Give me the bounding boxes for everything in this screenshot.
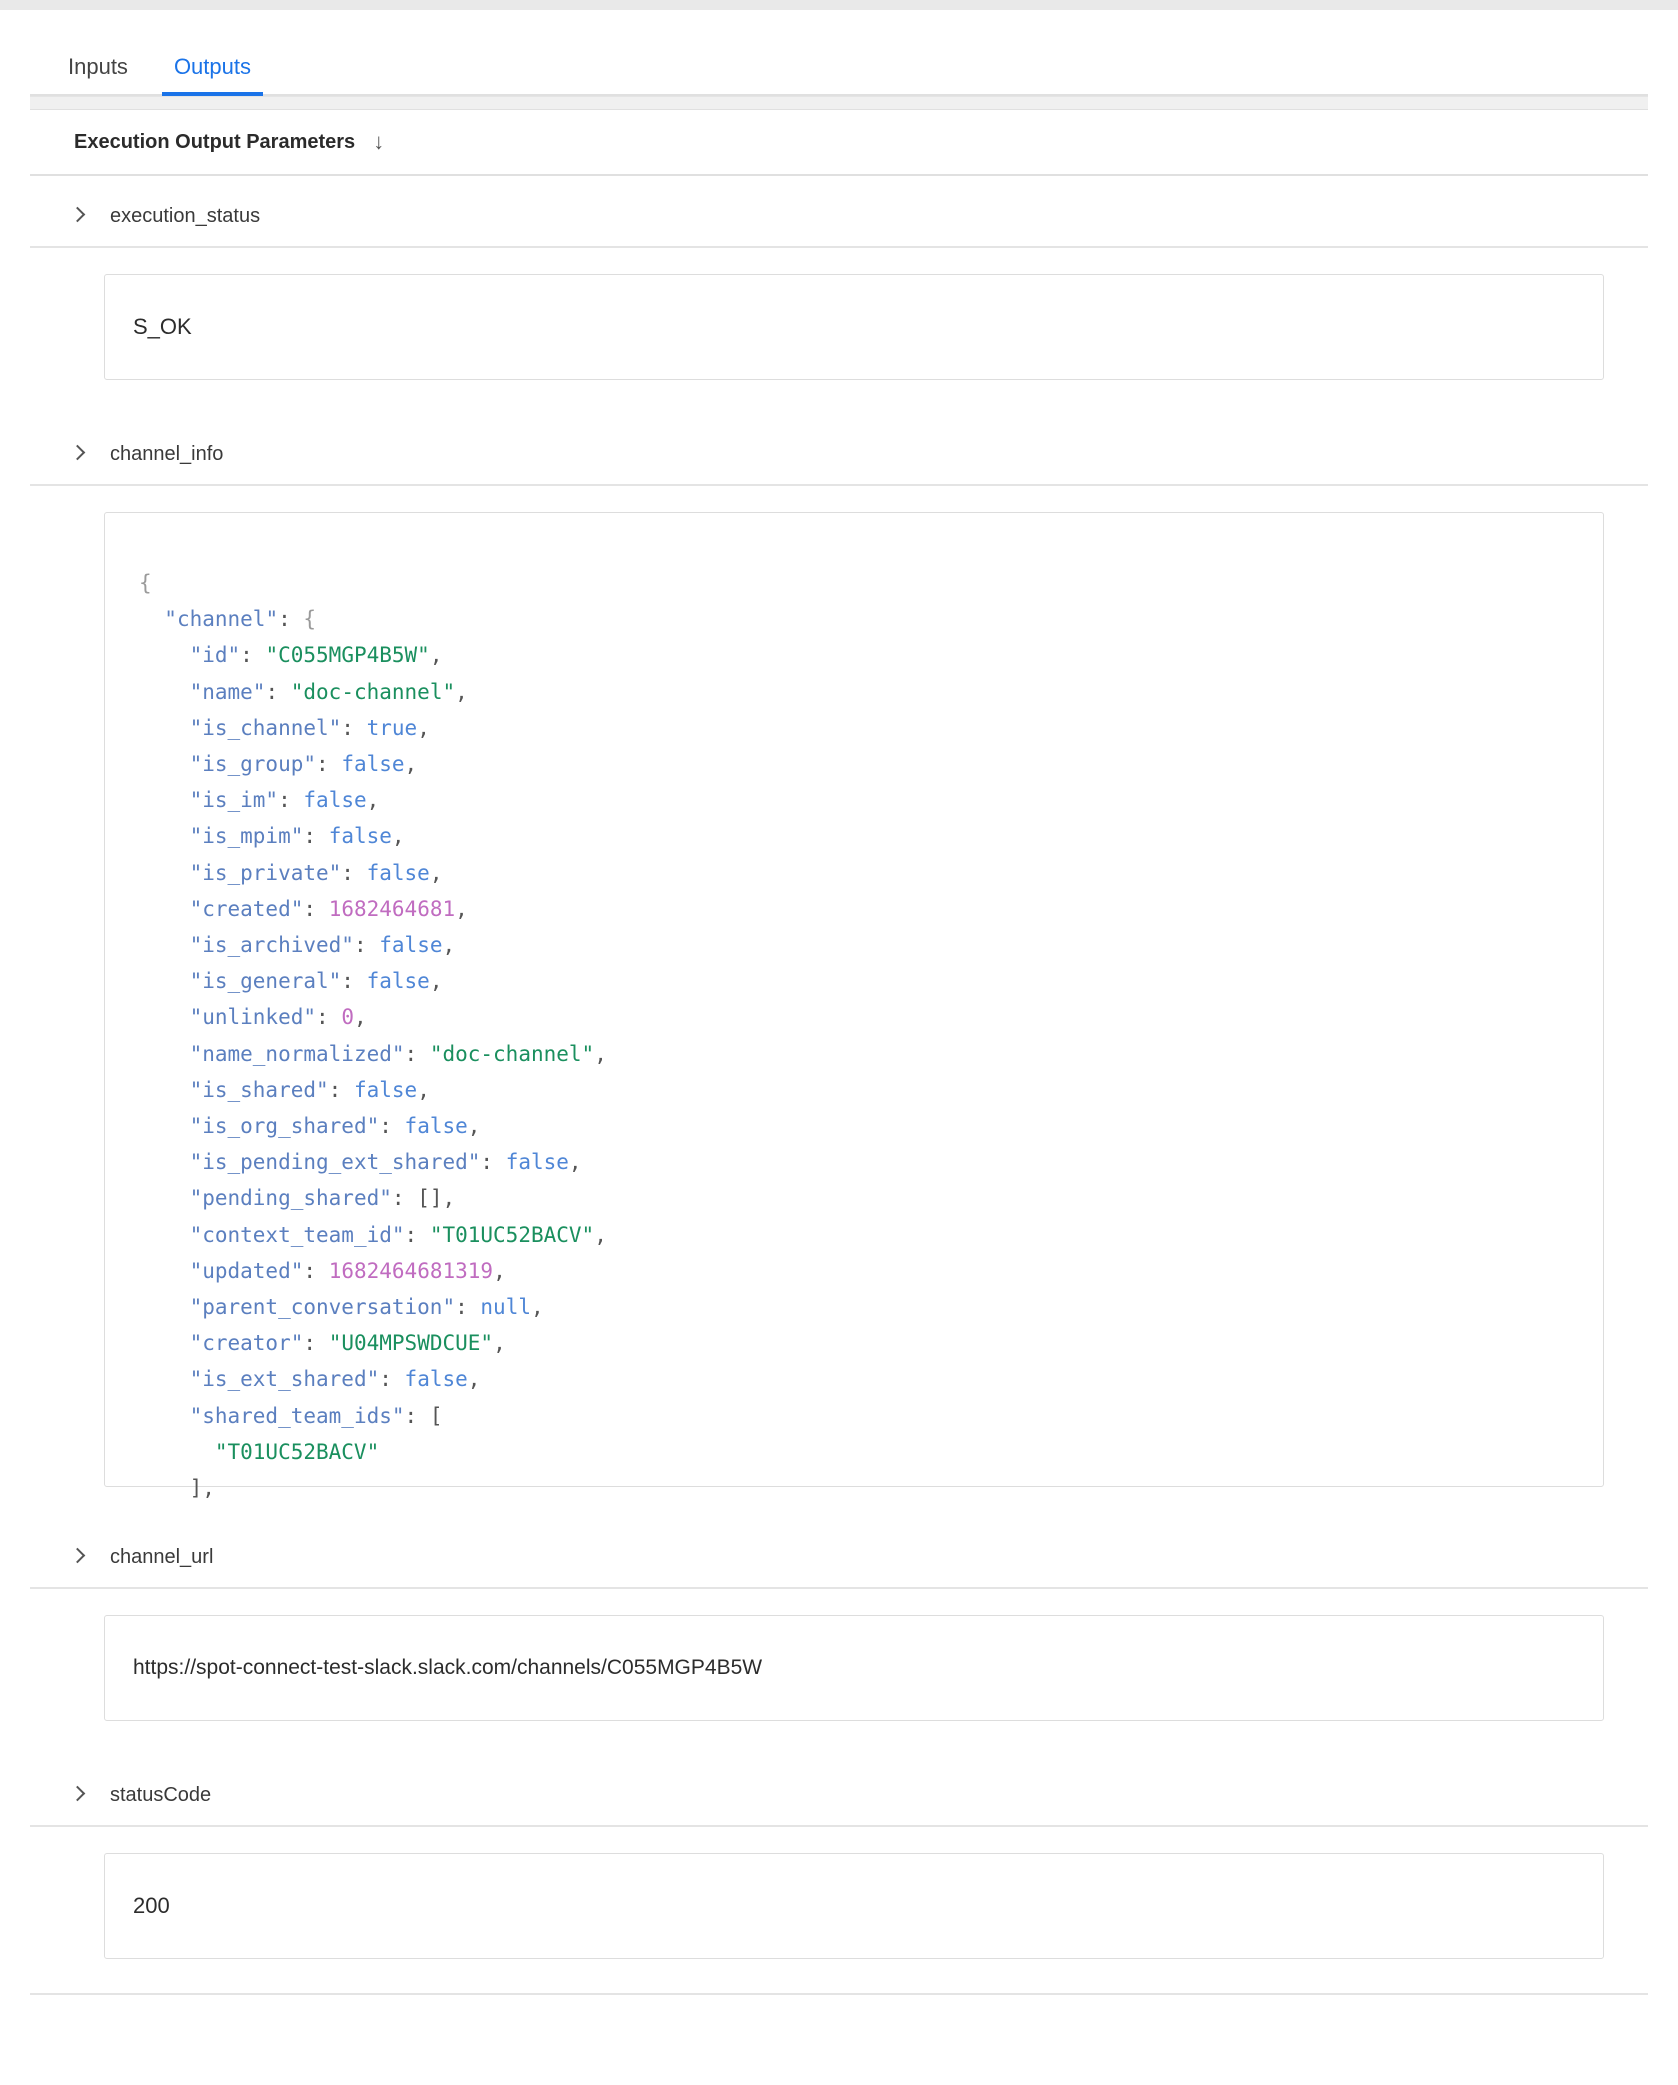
param-row-status-code[interactable]	[30, 1765, 1648, 1827]
outputs-page	[0, 10, 1678, 2085]
param-row-channel-info[interactable]	[30, 424, 1648, 486]
value-channel-url	[104, 1615, 1604, 1721]
bottom-spacer	[30, 1995, 1648, 2085]
chevron-right-icon[interactable]	[68, 206, 88, 226]
chevron-right-icon[interactable]	[68, 1785, 88, 1805]
json-code-block: { "channel": { "id": "C055MGP4B5W", "name": "doc-channel", "is_channel": true, "is_group": false, "is_im": false, "is_mpim": false, "is_private": false, "created": 1682464681, "is_archived": false, "is_general": false, "unlinked": 0, "name_normalized": "doc-channel", "is_shared": false, "is_org_shared": false, "is_pending_ext_shared": false, "pending_shared": [], "context_team_id": "T01UC52BACV", "updated": 1682464681319, "parent_conversation": null, "creator": "U04MPSWDCUE", "is_ext_shared": false, "shared_team_ids": [ "T01UC52BACV" ],	[139, 571, 607, 1501]
param-row-execution-status[interactable]	[30, 186, 1648, 248]
param-label: execution_status	[110, 204, 261, 227]
window-top-strip	[0, 0, 1678, 10]
section-title: Execution Output Parameters	[74, 130, 356, 153]
value-channel-info-json[interactable]	[104, 512, 1604, 1501]
param-label: channel_url	[110, 1545, 214, 1568]
value-text: S_OK	[133, 314, 192, 339]
value-text: https://spot-connect-test-slack.slack.com/channels/C055MGP4B5W	[133, 1656, 763, 1679]
value-text: 200	[133, 1893, 170, 1918]
chevron-right-icon[interactable]	[68, 444, 88, 464]
param-label: statusCode	[110, 1783, 212, 1806]
value-execution-status	[104, 274, 1604, 380]
tab-outputs[interactable]: Outputs	[162, 56, 263, 94]
section-divider	[30, 96, 1648, 110]
chevron-right-icon[interactable]	[68, 1547, 88, 1567]
tab-inputs[interactable]: Inputs	[68, 54, 128, 79]
tab-bar	[30, 10, 1648, 96]
param-label: channel_info	[110, 442, 224, 465]
param-row-channel-url[interactable]	[30, 1527, 1648, 1589]
arrow-down-icon[interactable]: ↓	[373, 129, 385, 154]
value-status-code	[104, 1853, 1604, 1959]
execution-output-parameters-header	[30, 110, 1648, 176]
